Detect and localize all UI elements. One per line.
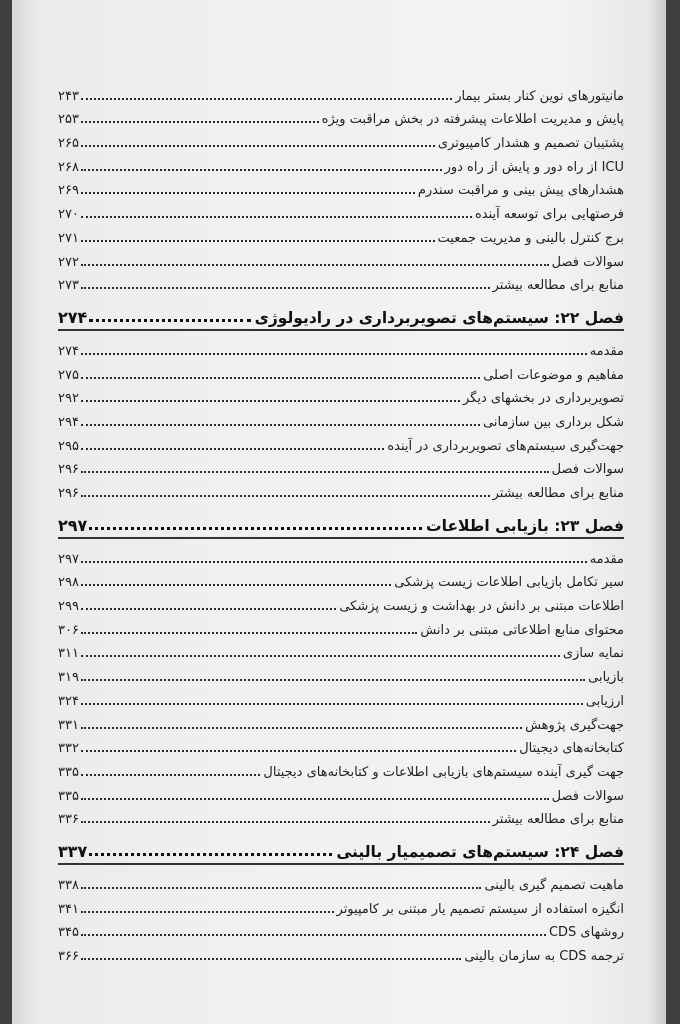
page-number: ۲۷۳ bbox=[58, 278, 79, 294]
dot-leader bbox=[81, 377, 480, 379]
toc-chapter-heading bbox=[58, 505, 624, 535]
toc-entry bbox=[58, 917, 624, 941]
entry-title: بازیابی bbox=[588, 670, 624, 686]
toc-entry bbox=[58, 804, 624, 828]
toc-entry bbox=[58, 406, 624, 430]
chapter-title: فصل ۲۴: سیستم‌های تصمیمیار بالینی bbox=[336, 843, 624, 862]
page-number: ۳۴۵ bbox=[58, 925, 79, 941]
dot-leader bbox=[81, 679, 585, 681]
page-number: ۲۶۹ bbox=[58, 183, 79, 199]
page-number: ۲۶۵ bbox=[58, 136, 79, 152]
page-number: ۲۷۵ bbox=[58, 367, 79, 383]
entry-title: اطلاعات مبتنی بر دانش در بهداشت و زیست پزشکی bbox=[339, 599, 624, 615]
entry-title: جهت‌گیری پژوهش bbox=[525, 717, 624, 733]
entry-title: منابع برای مطالعه بیشتر bbox=[492, 486, 624, 501]
toc-entry bbox=[58, 454, 624, 478]
dot-leader bbox=[81, 192, 415, 194]
entry-title: پایش و مدیریت اطلاعات پیشرفته در بخش مراقبت ویژه bbox=[321, 112, 624, 128]
toc-chapter-heading bbox=[58, 831, 624, 861]
entry-title: شکل برداری بین سازمانی bbox=[483, 414, 624, 430]
page-number: ۲۶۸ bbox=[58, 159, 79, 175]
table-of-contents bbox=[58, 80, 624, 964]
toc-entry bbox=[58, 246, 624, 270]
dot-leader bbox=[81, 216, 472, 218]
dot-leader bbox=[81, 121, 319, 123]
entry-title: سوالات فصل bbox=[551, 788, 624, 804]
toc-entry bbox=[58, 733, 624, 757]
toc-entry bbox=[58, 685, 624, 709]
toc-entry bbox=[58, 359, 624, 383]
toc-entry bbox=[58, 780, 624, 804]
toc-entry bbox=[58, 590, 624, 614]
dot-leader bbox=[81, 169, 442, 171]
page-number: ۲۹۷ bbox=[58, 516, 88, 535]
entry-title: جهت گیری آینده سیستم‌های بازیابی اطلاعات و کتابخانه‌های دیجیتال bbox=[263, 764, 624, 780]
dot-leader bbox=[89, 319, 250, 322]
entry-title: تصویربرداری در بخشهای دیگر bbox=[462, 391, 624, 407]
dot-leader bbox=[81, 887, 482, 889]
toc-entry bbox=[58, 127, 624, 151]
toc-entry bbox=[58, 198, 624, 222]
entry-title: منابع برای مطالعه بیشتر bbox=[492, 278, 624, 294]
dot-leader bbox=[81, 264, 549, 266]
page-number: ۳۶۶ bbox=[58, 949, 79, 964]
dot-leader bbox=[81, 632, 417, 634]
toc-entry bbox=[58, 940, 624, 964]
entry-title: ICU از راه دور و پایش از راه دور bbox=[444, 159, 624, 175]
dot-leader bbox=[89, 527, 422, 530]
chapter-title: فصل ۲۳: بازیابی اطلاعات bbox=[426, 517, 624, 535]
page-number: ۳۰۶ bbox=[58, 622, 79, 638]
dot-leader bbox=[81, 448, 384, 450]
page-number: ۲۷۴ bbox=[58, 308, 88, 328]
chapter-rule bbox=[58, 863, 624, 865]
dot-leader bbox=[81, 400, 460, 402]
toc-entry bbox=[58, 270, 624, 294]
dot-leader bbox=[81, 561, 587, 563]
dot-leader bbox=[81, 98, 452, 100]
page-number: ۲۴۳ bbox=[58, 88, 79, 104]
dot-leader bbox=[81, 703, 583, 705]
toc-entry bbox=[58, 543, 624, 567]
entry-title: جهت‌گیری سیستم‌های تصویربرداری در آینده bbox=[387, 438, 624, 454]
page-number: ۲۷۰ bbox=[58, 207, 79, 223]
entry-title: ارزیابی bbox=[585, 693, 624, 709]
toc-entry bbox=[58, 104, 624, 128]
dot-leader bbox=[81, 934, 546, 936]
page-number: ۳۳۶ bbox=[58, 812, 79, 828]
page-number: ۲۷۱ bbox=[58, 230, 79, 246]
entry-title: مفاهیم و موضوعات اصلی bbox=[483, 367, 624, 383]
page-number: ۳۳۵ bbox=[58, 788, 79, 804]
entry-title: سوالات فصل bbox=[551, 254, 624, 270]
entry-title: پشتیبان تصمیم و هشدار کامپیوتری bbox=[437, 136, 624, 152]
toc-entry bbox=[58, 383, 624, 407]
toc-entry bbox=[58, 638, 624, 662]
toc-entry bbox=[58, 893, 624, 917]
page-number: ۳۳۸ bbox=[58, 877, 79, 893]
dot-leader bbox=[81, 750, 516, 752]
entry-title: سوالات فصل bbox=[551, 462, 624, 478]
chapter-rule bbox=[58, 329, 624, 331]
dot-leader bbox=[81, 608, 336, 610]
page-number: ۳۳۱ bbox=[58, 717, 79, 733]
dot-leader bbox=[89, 853, 332, 856]
chapter-title: فصل ۲۲: سیستم‌های تصویربرداری در رادیولوژی bbox=[254, 309, 624, 328]
page-number: ۲۵۳ bbox=[58, 112, 79, 128]
entry-title: مقدمه bbox=[589, 551, 624, 567]
dot-leader bbox=[81, 774, 260, 776]
entry-title: هشدارهای پیش بینی و مراقبت سندرم bbox=[417, 183, 624, 199]
entry-title: منابع برای مطالعه بیشتر bbox=[492, 812, 624, 828]
page-number: ۲۹۸ bbox=[58, 575, 79, 591]
page-number: ۲۹۵ bbox=[58, 438, 79, 454]
dot-leader bbox=[81, 287, 490, 289]
toc-entry bbox=[58, 756, 624, 780]
dot-leader bbox=[81, 821, 490, 823]
page-number: ۲۹۹ bbox=[58, 599, 79, 615]
dot-leader bbox=[81, 424, 480, 426]
entry-title: ماهیت تصمیم گیری بالینی bbox=[484, 877, 624, 893]
page-number: ۳۳۷ bbox=[58, 842, 88, 862]
toc-entry bbox=[58, 80, 624, 104]
entry-title: مقدمه bbox=[589, 343, 624, 359]
dot-leader bbox=[81, 798, 549, 800]
page-number: ۳۱۱ bbox=[58, 646, 79, 662]
dot-leader bbox=[81, 240, 435, 242]
page-number: ۲۹۲ bbox=[58, 391, 79, 407]
entry-title: انگیزه استفاده از سیستم تصمیم یار مبتنی بر کامپیوتر bbox=[336, 901, 624, 917]
entry-title: ترجمه CDS به سازمان بالینی bbox=[464, 949, 624, 964]
toc-entry bbox=[58, 567, 624, 591]
dot-leader bbox=[81, 353, 587, 355]
toc-entry bbox=[58, 477, 624, 501]
page-number: ۳۲۴ bbox=[58, 693, 79, 709]
dot-leader bbox=[81, 495, 490, 497]
toc-entry bbox=[58, 151, 624, 175]
page-number: ۳۳۲ bbox=[58, 741, 79, 757]
toc-entry bbox=[58, 661, 624, 685]
page-number: ۲۷۲ bbox=[58, 254, 79, 270]
entry-title: فرصتهایی برای توسعه آینده bbox=[475, 207, 624, 223]
dot-leader bbox=[81, 584, 391, 586]
entry-title: کتابخانه‌های دیجیتال bbox=[519, 741, 624, 757]
entry-title: برج کنترل بالینی و مدیریت جمعیت bbox=[437, 230, 624, 246]
page-number: ۲۹۷ bbox=[58, 551, 79, 567]
page-edge-shadow bbox=[648, 0, 666, 1024]
toc-entry bbox=[58, 335, 624, 359]
toc-entry bbox=[58, 175, 624, 199]
entry-title: مانیتورهای نوین کنار بستر بیمار bbox=[455, 88, 624, 104]
book-page bbox=[12, 0, 666, 1024]
toc-entry bbox=[58, 869, 624, 893]
page-number: ۲۹۴ bbox=[58, 414, 79, 430]
toc-entry bbox=[58, 430, 624, 454]
dot-leader bbox=[81, 655, 560, 657]
dot-leader bbox=[81, 727, 522, 729]
page-number: ۳۴۱ bbox=[58, 901, 79, 917]
toc-entry bbox=[58, 709, 624, 733]
page-number: ۳۱۹ bbox=[58, 670, 79, 686]
page-number: ۳۳۵ bbox=[58, 764, 79, 780]
chapter-rule bbox=[58, 537, 624, 539]
entry-title: محتوای منابع اطلاعاتی مبتنی بر دانش bbox=[420, 622, 624, 638]
dot-leader bbox=[81, 145, 435, 147]
page-number: ۲۹۶ bbox=[58, 486, 79, 501]
entry-title: سیر تکامل بازیابی اطلاعات زیست پزشکی bbox=[394, 575, 624, 591]
toc-entry bbox=[58, 614, 624, 638]
page-number: ۲۷۴ bbox=[58, 343, 79, 359]
toc-chapter-heading bbox=[58, 297, 624, 327]
dot-leader bbox=[81, 958, 461, 960]
entry-title: نمایه سازی bbox=[562, 646, 624, 662]
page-number: ۲۹۶ bbox=[58, 462, 79, 478]
dot-leader bbox=[81, 911, 334, 913]
toc-entry bbox=[58, 222, 624, 246]
entry-title: روشهای CDS bbox=[548, 925, 624, 941]
dot-leader bbox=[81, 471, 549, 473]
